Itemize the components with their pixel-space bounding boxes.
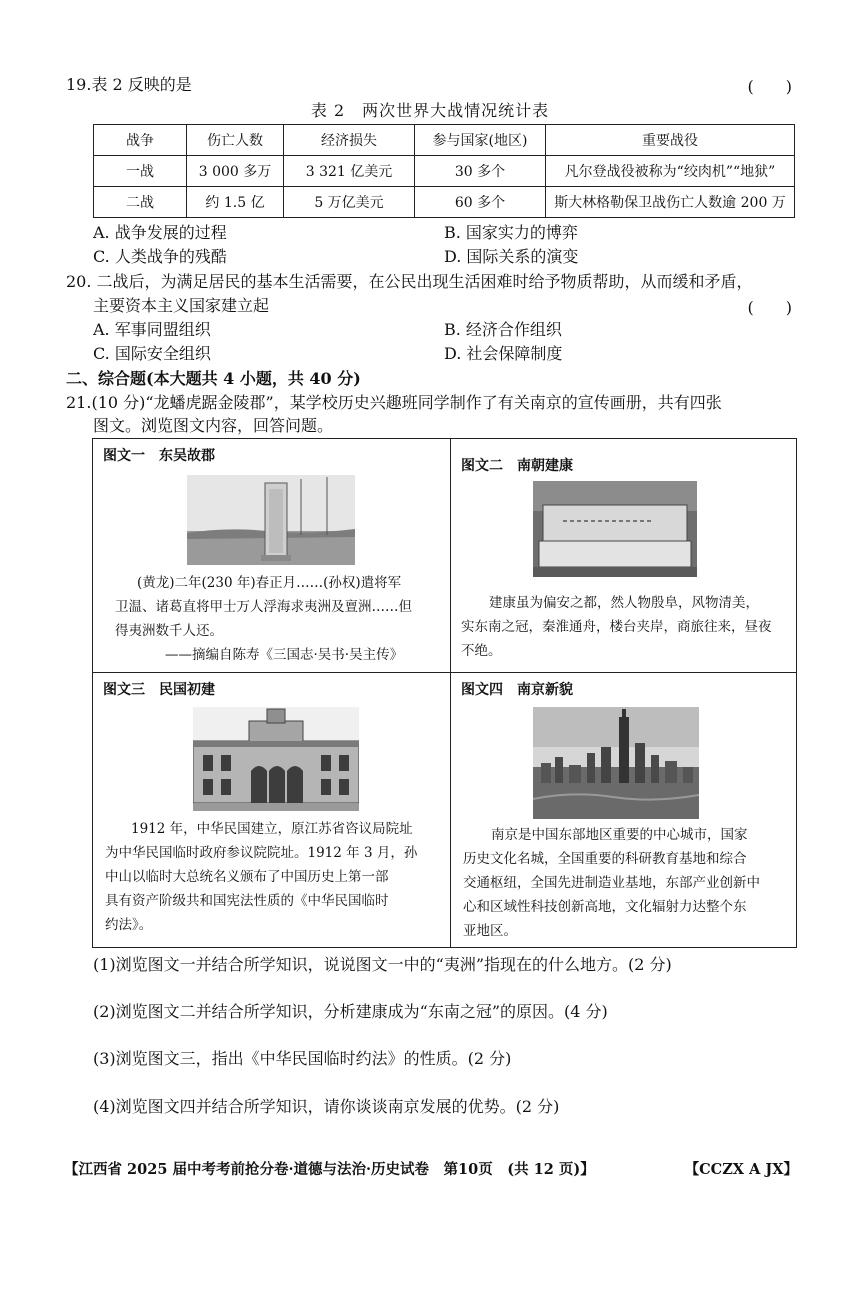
panel-3-title: 图文三 民国初建 — [103, 682, 215, 698]
q19-option-d: D. 国际关系的演变 — [444, 247, 579, 266]
table-header-cell: 经济损失 — [284, 125, 415, 156]
q21-subquestion-1: (1)浏览图文一并结合所学知识，说说图文一中的“夷洲”指现在的什么地方。(2 分) — [93, 955, 672, 974]
q19-option-a: A. 战争发展的过程 — [93, 223, 227, 242]
table-cell: 二战 — [94, 187, 187, 218]
panel-1-title: 图文一 东吴故郡 — [103, 448, 215, 464]
panel-1-text-line: 得夷洲数千人还。 — [115, 623, 223, 639]
panel-1-eastern-wu — [93, 439, 451, 673]
stone-stele-photo — [187, 475, 355, 565]
city-skyline-photo-icon — [533, 707, 699, 819]
panel-4-modern-nanjing — [451, 673, 796, 947]
table-cell: 5 万亿美元 — [284, 187, 415, 218]
panel-2-text-line: 不绝。 — [461, 643, 502, 659]
panel-1-text — [115, 571, 445, 667]
q20-option-b: B. 经济合作组织 — [444, 320, 562, 339]
panel-3-text-line: 1912 年，中华民国建立，原江苏省咨议局院址 — [131, 821, 413, 837]
q20-stem-line2: 主要资本主义国家建立起 — [93, 296, 270, 315]
monument-wall-photo-icon — [533, 481, 697, 577]
table-cell: 3 000 多万 — [187, 156, 284, 187]
q21-stem-line2: 图文。浏览图文内容，回答问题。 — [93, 416, 334, 435]
panel-2-text-line: 建康虽为偏安之都，然人物殷阜，风物清美， — [489, 595, 759, 611]
panel-4-text — [463, 823, 793, 943]
table-cell: 3 321 亿美元 — [284, 156, 415, 187]
table-header-cell: 重要战役 — [546, 125, 795, 156]
panel-4-text-line: 亚地区。 — [463, 923, 517, 939]
table-row — [94, 187, 795, 218]
panel-2-title: 图文二 南朝建康 — [461, 458, 573, 474]
table-cell: 一战 — [94, 156, 187, 187]
table-cell: 约 1.5 亿 — [187, 187, 284, 218]
q20-answer-parens: ( ) — [747, 298, 792, 317]
q21-stem-line1: 21.(10 分)“龙蟠虎踞金陵郡”，某学校历史兴趣班同学制作了有关南京的宣传画册，共有四张 — [66, 393, 722, 412]
table-2-title: 表 2 两次世界大战情况统计表 — [310, 101, 550, 120]
panel-4-text-line: 心和区域性科技创新高地，文化辐射力达整个东 — [463, 899, 747, 915]
footer-exam-info: 【江西省 2025 届中考考前抢分卷·道德与法治·历史试卷 第10页 (共 12 页)】 — [64, 1161, 595, 1178]
table-cell: 60 多个 — [415, 187, 546, 218]
table-cell: 斯大林格勒保卫战伤亡人数逾 200 万 — [546, 187, 795, 218]
q19-option-b: B. 国家实力的博弈 — [444, 223, 578, 242]
table-cell: 30 多个 — [415, 156, 546, 187]
stone-stele-photo-icon — [187, 475, 355, 565]
panel-4-text-line: 南京是中国东部地区重要的中心城市，国家 — [491, 827, 748, 843]
q20-option-a: A. 军事同盟组织 — [93, 320, 211, 339]
table-header-cell: 伤亡人数 — [187, 125, 284, 156]
picture-text-grid — [92, 438, 797, 948]
panel-2-text-line: 实东南之冠，秦淮通舟，楼台夹岸，商旅往来，昼夜 — [461, 619, 772, 635]
footer-code: 【CCZX A JX】 — [684, 1161, 798, 1178]
q19-answer-parens: ( ) — [747, 77, 792, 96]
war-stats-table — [93, 124, 795, 218]
city-skyline-photo — [533, 707, 699, 819]
panel-3-text — [105, 817, 447, 937]
panel-1-source: ——摘编自陈寿《三国志·吴书·吴主传》 — [165, 647, 404, 663]
table-header-cell: 战争 — [94, 125, 187, 156]
republic-building-photo — [193, 707, 359, 811]
panel-3-text-line: 为中华民国临时政府参议院院址。1912 年 3 月，孙 — [105, 845, 418, 861]
panel-2-southern-dynasties — [451, 439, 796, 673]
monument-wall-photo — [533, 481, 697, 577]
republic-building-photo-icon — [193, 707, 359, 811]
q20-option-c: C. 国际安全组织 — [93, 344, 211, 363]
q19-stem: 19.表 2 反映的是 — [66, 75, 192, 94]
section-2-title: 二、综合题(本大题共 4 小题，共 40 分) — [66, 369, 361, 388]
table-header-cell: 参与国家(地区) — [415, 125, 546, 156]
panel-1-text-line: (黄龙)二年(230 年)春正月……(孙权)遣将军 — [137, 575, 402, 591]
panel-1-text-line: 卫温、诸葛直将甲士万人浮海求夷洲及亶洲……但 — [115, 599, 412, 615]
q19-option-c: C. 人类战争的残酷 — [93, 247, 227, 266]
q21-subquestion-4: (4)浏览图文四并结合所学知识，请你谈谈南京发展的优势。(2 分) — [93, 1097, 560, 1116]
table-cell: 凡尔登战役被称为“绞肉机”“地狱” — [546, 156, 795, 187]
panel-2-text — [461, 591, 791, 663]
panel-3-text-line: 具有资产阶级共和国宪法性质的《中华民国临时 — [105, 893, 389, 909]
panel-3-text-line: 约法》。 — [105, 917, 153, 933]
q20-stem-line1: 20. 二战后，为满足居民的基本生活需要，在公民出现生活困难时给予物质帮助，从而缓和矛盾， — [66, 272, 753, 291]
panel-4-title: 图文四 南京新貌 — [461, 682, 573, 698]
panel-3-text-line: 中山以临时大总统名义颁布了中国历史上第一部 — [105, 869, 389, 885]
q21-subquestion-2: (2)浏览图文二并结合所学知识，分析建康成为“东南之冠”的原因。(4 分) — [93, 1002, 608, 1021]
q21-subquestion-3: (3)浏览图文三，指出《中华民国临时约法》的性质。(2 分) — [93, 1049, 512, 1068]
panel-3-republic-founding — [93, 673, 451, 947]
panel-4-text-line: 交通枢纽，全国先进制造业基地，东部产业创新中 — [463, 875, 760, 891]
table-header-row — [94, 125, 795, 156]
q20-option-d: D. 社会保障制度 — [444, 344, 563, 363]
panel-4-text-line: 历史文化名城，全国重要的科研教育基地和综合 — [463, 851, 747, 867]
table-row — [94, 156, 795, 187]
